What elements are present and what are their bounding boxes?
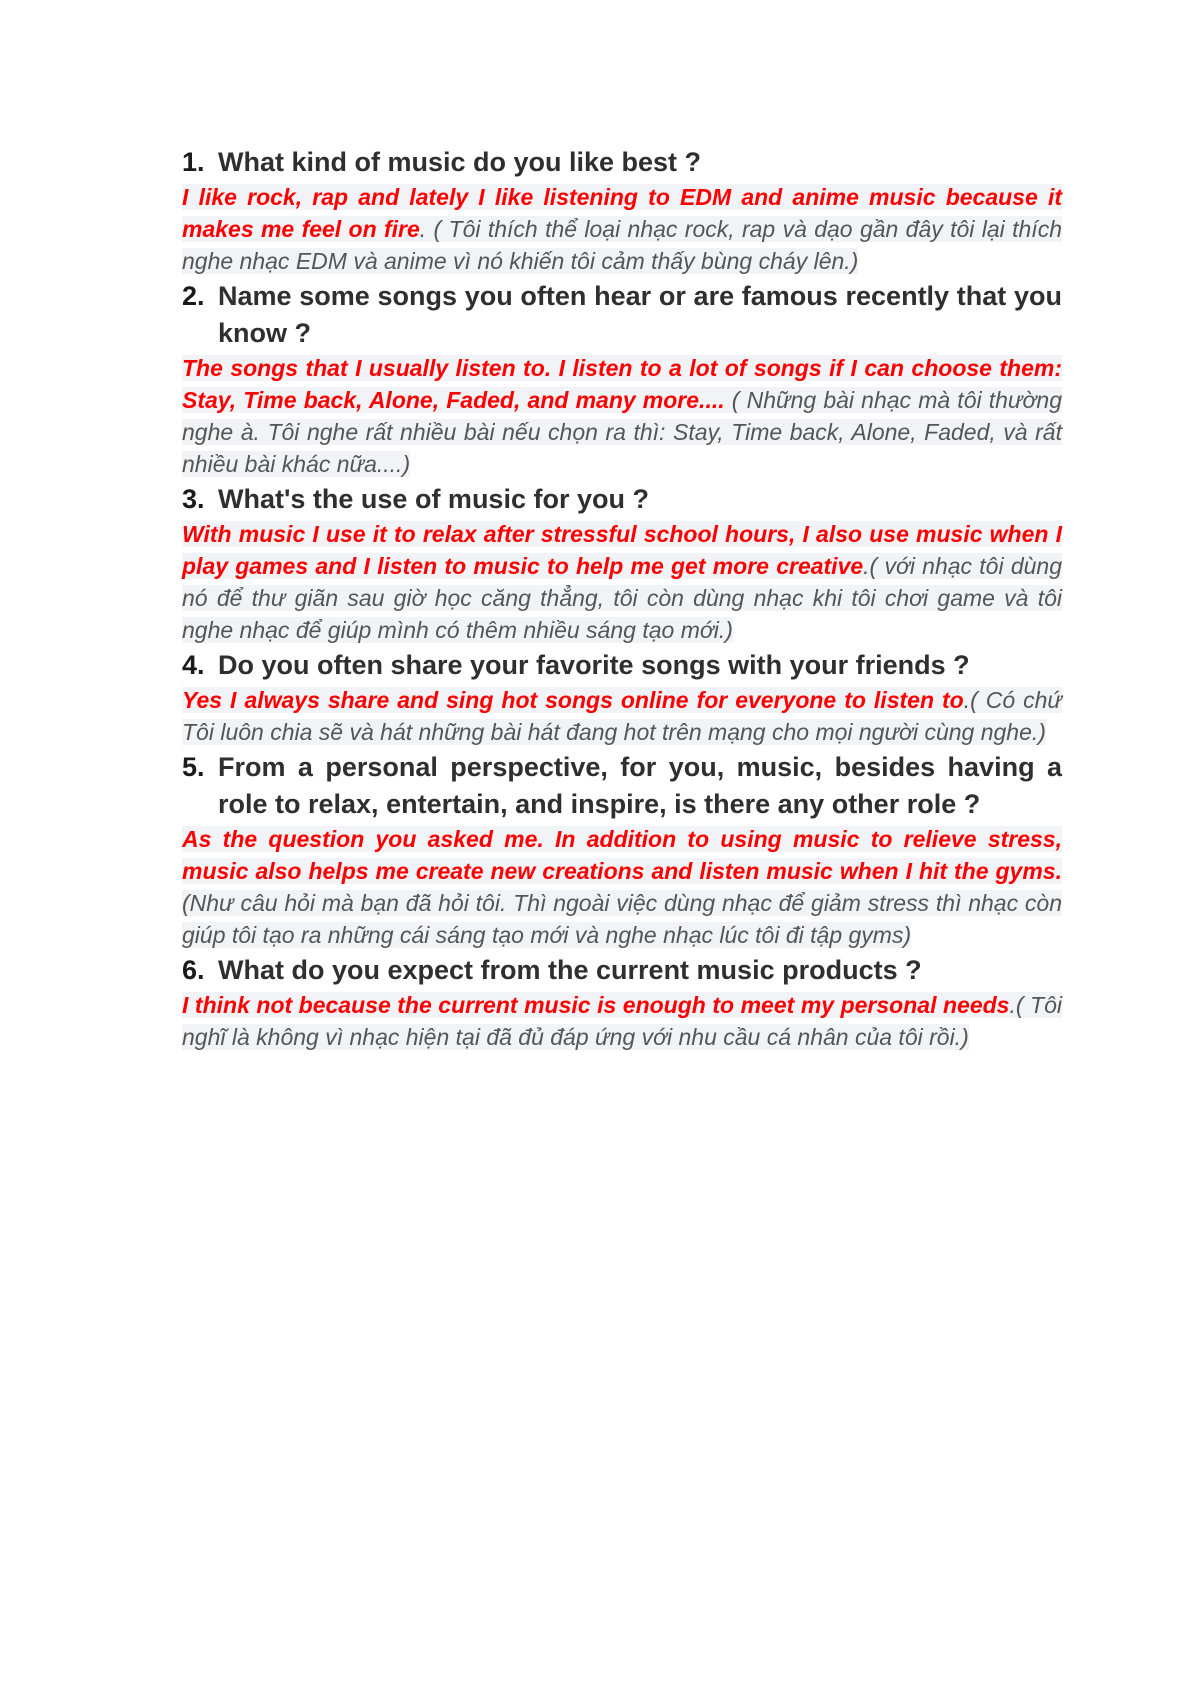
qa-item-2: [182, 278, 1062, 480]
answer-vietnamese: .( với nhạc tôi dùng nó để thư giãn sau giờ học căng thẳng, tôi còn dùng nhạc khi tôi chơi game và tôi nghe nhạc để giúp mình có thêm nhiều sáng tạo mới.): [182, 553, 1062, 643]
question-text: What's the use of music for you ?: [218, 484, 649, 514]
question-number: 2.: [182, 281, 205, 311]
question-5: [182, 749, 1062, 823]
qa-item-5: [182, 749, 1062, 951]
answer-3: [182, 518, 1062, 646]
answer-vietnamese: ( Những bài nhạc mà tôi thường nghe à. Tôi nghe rất nhiều bài nếu chọn ra thì: Stay, Time back, Alone, Faded, và rất nhiều bài khác nữa....): [182, 387, 1062, 477]
answer-6: [182, 989, 1062, 1053]
document-page: [182, 144, 1062, 1054]
question-text: What kind of music do you like best ?: [218, 147, 702, 177]
question-number: 4.: [182, 650, 205, 680]
question-number: 5.: [182, 752, 205, 782]
answer-vietnamese: .( Tôi nghĩ là không vì nhạc hiện tại đã đủ đáp ứng với nhu cầu cá nhân của tôi rồi.): [182, 992, 1062, 1050]
answer-vietnamese: .( Có chứ Tôi luôn chia sẽ và hát những bài hát đang hot trên mạng cho mọi người cùng nghe.): [182, 687, 1062, 745]
question-number: 1.: [182, 147, 205, 177]
question-6: [182, 952, 1062, 989]
question-1: [182, 144, 1062, 181]
answer-english: Yes I always share and sing hot songs online for everyone to listen to: [182, 687, 964, 713]
qa-item-4: [182, 647, 1062, 748]
question-text: Name some songs you often hear or are famous recently that you know ?: [218, 281, 1062, 348]
question-3: [182, 481, 1062, 518]
answer-english: As the question you asked me. In addition to using music to relieve stress, music also helps me create new creations and listen music when I hit the gyms.: [182, 826, 1062, 884]
question-number: 6.: [182, 955, 205, 985]
answer-1: [182, 181, 1062, 277]
qa-item-1: [182, 144, 1062, 277]
answer-english: I think not because the current music is enough to meet my personal needs: [182, 992, 1010, 1018]
answer-vietnamese: (Như câu hỏi mà bạn đã hỏi tôi. Thì ngoài việc dùng nhạc để giảm stress thì nhạc còn giúp tôi tạo ra những cái sáng tạo mới và nghe nhạc lúc tôi đi tập gyms): [182, 890, 1062, 948]
answer-5: [182, 823, 1062, 951]
answer-english: The songs that I usually listen to. I listen to a lot of songs if I can choose them: Stay, Time back, Alone, Faded, and many more....: [182, 355, 1062, 413]
question-4: [182, 647, 1062, 684]
question-text: Do you often share your favorite songs with your friends ?: [218, 650, 970, 680]
answer-english: I like rock, rap and lately I like listening to EDM and anime music because it makes me feel on fire: [182, 184, 1062, 242]
answer-2: [182, 352, 1062, 480]
question-2: [182, 278, 1062, 352]
question-number: 3.: [182, 484, 205, 514]
answer-4: [182, 684, 1062, 748]
question-text: From a personal perspective, for you, music, besides having a role to relax, entertain, and inspire, is there any other role ?: [218, 752, 1062, 819]
question-text: What do you expect from the current music products ?: [218, 955, 922, 985]
answer-vietnamese: . ( Tôi thích thể loại nhạc rock, rap và dạo gần đây tôi lại thích nghe nhạc EDM và anime vì nó khiến tôi cảm thấy bùng cháy lên.): [182, 216, 1062, 274]
qa-item-3: [182, 481, 1062, 646]
qa-item-6: [182, 952, 1062, 1053]
answer-english: With music I use it to relax after stressful school hours, I also use music when I play games and I listen to music to help me get more creative: [182, 521, 1062, 579]
